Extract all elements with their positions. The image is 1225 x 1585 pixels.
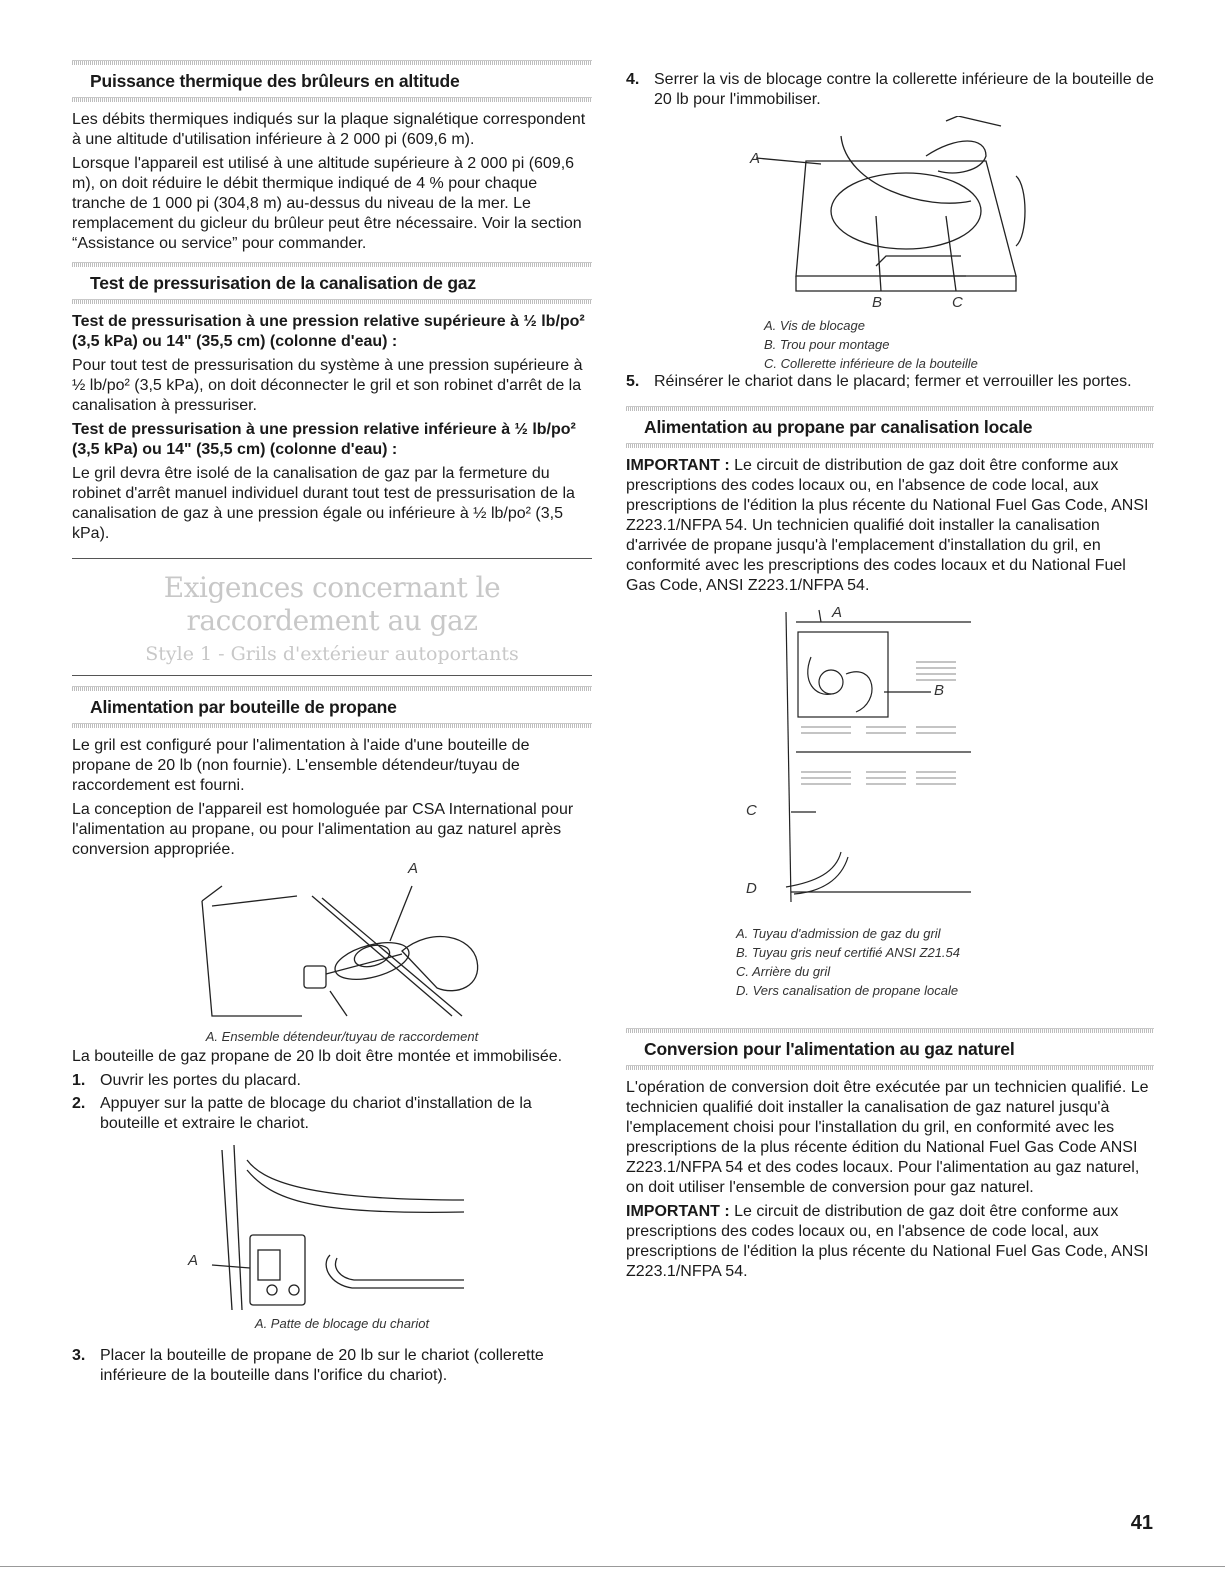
legend-item: B. Tuyau gris neuf certifié ANSI Z21.54 xyxy=(736,945,960,960)
step-text: Placer la bouteille de propane de 20 lb sur le chariot (collerette inférieure de la bouteille dans l'orifice du chariot). xyxy=(100,1347,544,1384)
page-number: 41 xyxy=(1130,1512,1153,1534)
paragraph: Pour tout test de pressurisation du système à une pression supérieure à ½ lb/po² (3,5 kPa), on doit déconnecter le gril et son robinet d'arrêt de la canalisation à pressuriser. xyxy=(72,357,583,414)
section-altitude xyxy=(72,60,592,254)
section-title: Conversion pour l'alimentation au gaz naturel xyxy=(644,1039,1015,1059)
legend-item: B. Trou pour montage xyxy=(764,337,890,352)
steps-list xyxy=(72,1346,592,1386)
chapter-title: Exigences concernant le raccordement au gaz xyxy=(163,571,501,637)
right-column xyxy=(626,66,1154,1288)
important-text: Le circuit de distribution de gaz doit être conforme aux prescriptions des codes locaux ou, en l'absence de code local, aux prescriptions de l'édition la plus récente du National Fuel Gas Code, ANSI Z223.1/NFPA 54. Un technicien qualifié doit installer la canalisation d'arrivée de propane jusqu'à l'emplacement d'installation du gril, en conformité avec les prescriptions des codes locaux et du National Fuel Gas Code, ANSI Z223.1/NFPA 54. xyxy=(626,457,1149,594)
legend-item: A. Tuyau d'admission de gaz du gril xyxy=(736,926,941,941)
step-text: Appuyer sur la patte de blocage du chariot d'installation de la bouteille et extraire le chariot. xyxy=(100,1095,532,1132)
figure-label-a: A xyxy=(750,150,761,167)
step-number: 4. xyxy=(626,71,640,88)
section-local-propane xyxy=(626,406,1154,1022)
divider xyxy=(72,299,592,304)
step-item xyxy=(72,1346,592,1386)
figure-legend xyxy=(736,924,960,1000)
figure-caption: A. Patte de blocage du chariot xyxy=(254,1316,430,1331)
section-title: Alimentation par bouteille de propane xyxy=(90,697,397,717)
figure-regulator xyxy=(72,860,592,1044)
step-item xyxy=(626,70,1154,110)
section-natural-gas xyxy=(626,1028,1154,1282)
figure-label: A xyxy=(188,1252,199,1269)
step-number: 2. xyxy=(72,1095,86,1112)
figure-label-c: C xyxy=(952,294,963,311)
figure-label-b: B xyxy=(934,682,945,699)
paragraph: L'opération de conversion doit être exécutée par un technicien qualifié. Le technicien qualifié doit installer la canalisation de gaz naturel jusqu'à l'emplacement choisi pour l'installation du gril, en conformité avec les prescriptions de la plus récente édition du National Fuel Gas Code ANSI Z223.1/NFPA 54 et des codes locaux. Pour l'alimentation au gaz naturel, on doit utiliser l'ensemble de conversion pour gaz naturel. xyxy=(626,1079,1149,1196)
regulator-illustration xyxy=(72,866,592,1026)
paragraph: La bouteille de gaz propane de 20 lb doit être montée et immobilisée. xyxy=(72,1048,563,1065)
cart-latch-illustration xyxy=(72,1140,592,1315)
section-title: Puissance thermique des brûleurs en altitude xyxy=(90,71,460,91)
step-text: Ouvrir les portes du placard. xyxy=(100,1072,301,1089)
steps-list xyxy=(626,372,1154,392)
step-number: 3. xyxy=(72,1347,86,1364)
figure-locking-screw xyxy=(626,116,1154,371)
steps-list xyxy=(72,1071,592,1134)
figure-label-a: A xyxy=(832,604,843,621)
page-bottom-rule xyxy=(0,1566,1225,1567)
step-number: 1. xyxy=(72,1072,86,1089)
figure-label-d: D xyxy=(746,880,757,897)
step-text: Serrer la vis de blocage contre la collerette inférieure de la bouteille de 20 lb pour l'immobiliser. xyxy=(654,71,1154,108)
chapter-subtitle: Style 1 - Grils d'extérieur autoportants xyxy=(145,643,519,665)
figure-label-c: C xyxy=(746,802,757,819)
left-column xyxy=(72,60,592,1392)
paragraph xyxy=(626,1202,1154,1282)
paragraph xyxy=(626,456,1154,596)
section-propane-bottle xyxy=(72,686,592,1386)
step-item xyxy=(72,1071,592,1091)
section-title: Test de pressurisation de la canalisation de gaz xyxy=(90,273,476,293)
legend-item: D. Vers canalisation de propane locale xyxy=(736,983,959,998)
section-pressure-test xyxy=(72,262,592,544)
paragraph: La conception de l'appareil est homologuée par CSA International pour l'alimentation au propane, ou pour l'alimentation au gaz naturel après conversion appropriée. xyxy=(72,801,574,858)
paragraph: Les débits thermiques indiqués sur la plaque signalétique correspondent à une altitude d'utilisation inférieure à 2 000 pi (609,6 m). xyxy=(72,111,586,148)
step-item xyxy=(72,1094,592,1134)
step-text: Réinsérer le chariot dans le placard; fermer et verrouiller les portes. xyxy=(654,373,1132,390)
figure-label: A xyxy=(408,860,419,877)
legend-item: C. Arrière du gril xyxy=(736,964,831,979)
paragraph: Lorsque l'appareil est utilisé à une altitude supérieure à 2 000 pi (609,6 m), on doit réduire le débit thermique indiqué de 4 % pour chaque tranche de 1 000 pi (304,8 m) au-dessus du niveau de la mer. Le remplacement du gicleur du brûleur peut être nécessaire. Voir la section “Assistance ou service” pour commander. xyxy=(72,155,582,252)
figure-cart-latch xyxy=(72,1140,592,1340)
steps-list xyxy=(626,70,1154,110)
locking-screw-illustration xyxy=(626,116,1154,306)
step-number: 5. xyxy=(626,373,640,390)
figure-label-b: B xyxy=(872,294,883,311)
figure-legend xyxy=(764,316,978,373)
divider xyxy=(626,1065,1154,1070)
divider xyxy=(72,723,592,728)
important-text: Le circuit de distribution de gaz doit être conforme aux prescriptions des codes locaux ou, en l'absence de code local, aux prescriptions de l'édition la plus récente du National Fuel Gas Code, ANSI Z223.1/NFPA 54. xyxy=(626,1203,1149,1280)
subheading: Test de pressurisation à une pression relative inférieure à ½ lb/po² (3,5 kPa) ou 14" (35,5 cm) (colonne d'eau) : xyxy=(72,421,576,458)
paragraph: Le gril est configuré pour l'alimentation à l'aide d'une bouteille de propane de 20 lb (non fournie). L'ensemble détendeur/tuyau de raccordement est fourni. xyxy=(72,737,530,794)
paragraph: Le gril devra être isolé de la canalisation de gaz par la fermeture du robinet d'arrêt manuel individuel durant tout test de pressurisation de la canalisation de gaz à une pression égale ou inférieure à ½ lb/po² (3,5 kPa). xyxy=(72,465,575,542)
figure-gas-hose xyxy=(626,602,1154,1022)
step-item xyxy=(626,372,1154,392)
subheading: Test de pressurisation à une pression relative supérieure à ½ lb/po² (3,5 kPa) ou 14" (35,5 cm) (colonne d'eau) : xyxy=(72,313,585,350)
legend-item: A. Vis de blocage xyxy=(764,318,865,333)
important-label: IMPORTANT : xyxy=(626,457,730,474)
section-title: Alimentation au propane par canalisation locale xyxy=(644,417,1033,437)
gas-hose-illustration xyxy=(626,602,1154,922)
important-label: IMPORTANT : xyxy=(626,1203,730,1220)
divider xyxy=(72,97,592,102)
legend-item: C. Collerette inférieure de la bouteille xyxy=(764,356,978,371)
divider xyxy=(626,443,1154,448)
chapter-title-block xyxy=(72,558,592,676)
figure-caption: A. Ensemble détendeur/tuyau de raccordement xyxy=(205,1029,479,1044)
